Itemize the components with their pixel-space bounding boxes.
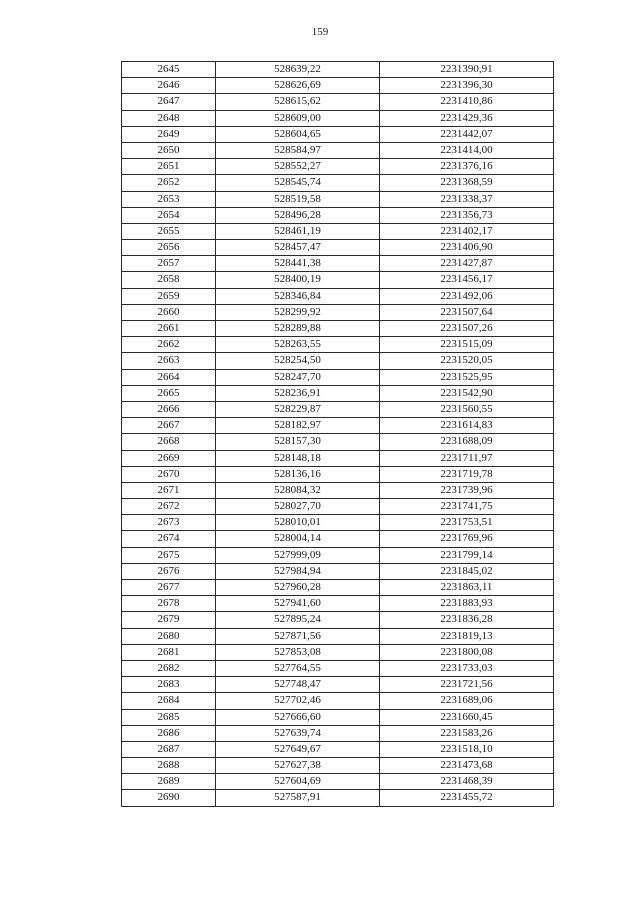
table-row — [122, 126, 554, 142]
point-number-cell: 2670 — [122, 466, 216, 482]
point-number-cell: 2684 — [122, 693, 216, 709]
table-row — [122, 709, 554, 725]
x-coordinate-cell: 528299,92 — [216, 304, 380, 320]
table-row — [122, 450, 554, 466]
point-number-cell: 2657 — [122, 256, 216, 272]
table-row — [122, 434, 554, 450]
x-coordinate-cell: 528457,47 — [216, 240, 380, 256]
x-coordinate-cell: 528136,16 — [216, 466, 380, 482]
point-number-cell: 2682 — [122, 660, 216, 676]
table-row — [122, 321, 554, 337]
point-number-cell: 2678 — [122, 596, 216, 612]
point-number-cell: 2665 — [122, 385, 216, 401]
x-coordinate-cell: 527666,60 — [216, 709, 380, 725]
x-coordinate-cell: 528552,27 — [216, 159, 380, 175]
point-number-cell: 2669 — [122, 450, 216, 466]
x-coordinate-cell: 528584,97 — [216, 142, 380, 158]
point-number-cell: 2656 — [122, 240, 216, 256]
point-number-cell: 2687 — [122, 741, 216, 757]
y-coordinate-cell: 2231769,96 — [380, 531, 554, 547]
point-number-cell: 2689 — [122, 774, 216, 790]
y-coordinate-cell: 2231338,37 — [380, 191, 554, 207]
y-coordinate-cell: 2231739,96 — [380, 482, 554, 498]
y-coordinate-cell: 2231688,09 — [380, 434, 554, 450]
point-number-cell: 2651 — [122, 159, 216, 175]
table-row — [122, 353, 554, 369]
y-coordinate-cell: 2231429,36 — [380, 110, 554, 126]
table-row — [122, 62, 554, 78]
point-number-cell: 2671 — [122, 482, 216, 498]
x-coordinate-cell: 528247,70 — [216, 369, 380, 385]
x-coordinate-cell: 528461,19 — [216, 223, 380, 239]
y-coordinate-cell: 2231753,51 — [380, 515, 554, 531]
y-coordinate-cell: 2231525,95 — [380, 369, 554, 385]
y-coordinate-cell: 2231456,17 — [380, 272, 554, 288]
table-row — [122, 256, 554, 272]
table-row — [122, 418, 554, 434]
point-number-cell: 2653 — [122, 191, 216, 207]
x-coordinate-cell: 528010,01 — [216, 515, 380, 531]
x-coordinate-cell: 528254,50 — [216, 353, 380, 369]
y-coordinate-cell: 2231507,64 — [380, 304, 554, 320]
y-coordinate-cell: 2231406,90 — [380, 240, 554, 256]
y-coordinate-cell: 2231473,68 — [380, 758, 554, 774]
y-coordinate-cell: 2231800,08 — [380, 644, 554, 660]
table-row — [122, 385, 554, 401]
x-coordinate-cell: 527764,55 — [216, 660, 380, 676]
table-row — [122, 628, 554, 644]
y-coordinate-cell: 2231863,11 — [380, 580, 554, 596]
y-coordinate-cell: 2231492,06 — [380, 288, 554, 304]
x-coordinate-cell: 528626,69 — [216, 78, 380, 94]
x-coordinate-cell: 527748,47 — [216, 677, 380, 693]
x-coordinate-cell: 527999,09 — [216, 547, 380, 563]
point-number-cell: 2658 — [122, 272, 216, 288]
point-number-cell: 2650 — [122, 142, 216, 158]
table-row — [122, 110, 554, 126]
table-row — [122, 677, 554, 693]
y-coordinate-cell: 2231583,26 — [380, 725, 554, 741]
x-coordinate-cell: 528157,30 — [216, 434, 380, 450]
y-coordinate-cell: 2231799,14 — [380, 547, 554, 563]
point-number-cell: 2661 — [122, 321, 216, 337]
coordinates-table — [121, 61, 554, 807]
x-coordinate-cell: 528615,62 — [216, 94, 380, 110]
coordinates-table-body — [122, 62, 554, 807]
table-row — [122, 191, 554, 207]
x-coordinate-cell: 528496,28 — [216, 207, 380, 223]
table-row — [122, 466, 554, 482]
x-coordinate-cell: 528604,65 — [216, 126, 380, 142]
table-row — [122, 515, 554, 531]
x-coordinate-cell: 527984,94 — [216, 563, 380, 579]
x-coordinate-cell: 528229,87 — [216, 401, 380, 417]
x-coordinate-cell: 527649,67 — [216, 741, 380, 757]
x-coordinate-cell: 528182,97 — [216, 418, 380, 434]
table-row — [122, 660, 554, 676]
table-row — [122, 612, 554, 628]
y-coordinate-cell: 2231520,05 — [380, 353, 554, 369]
table-row — [122, 725, 554, 741]
x-coordinate-cell: 528609,00 — [216, 110, 380, 126]
y-coordinate-cell: 2231442,07 — [380, 126, 554, 142]
point-number-cell: 2668 — [122, 434, 216, 450]
table-row — [122, 142, 554, 158]
table-row — [122, 288, 554, 304]
x-coordinate-cell: 528084,32 — [216, 482, 380, 498]
point-number-cell: 2648 — [122, 110, 216, 126]
table-row — [122, 304, 554, 320]
point-number-cell: 2685 — [122, 709, 216, 725]
y-coordinate-cell: 2231883,93 — [380, 596, 554, 612]
x-coordinate-cell: 527871,56 — [216, 628, 380, 644]
x-coordinate-cell: 527627,38 — [216, 758, 380, 774]
point-number-cell: 2663 — [122, 353, 216, 369]
table-row — [122, 547, 554, 563]
x-coordinate-cell: 528236,91 — [216, 385, 380, 401]
y-coordinate-cell: 2231368,59 — [380, 175, 554, 191]
y-coordinate-cell: 2231542,90 — [380, 385, 554, 401]
y-coordinate-cell: 2231741,75 — [380, 499, 554, 515]
table-row — [122, 159, 554, 175]
point-number-cell: 2688 — [122, 758, 216, 774]
table-row — [122, 223, 554, 239]
table-row — [122, 240, 554, 256]
x-coordinate-cell: 528263,55 — [216, 337, 380, 353]
x-coordinate-cell: 527702,46 — [216, 693, 380, 709]
y-coordinate-cell: 2231711,97 — [380, 450, 554, 466]
page-number: 159 — [311, 26, 329, 38]
point-number-cell: 2660 — [122, 304, 216, 320]
point-number-cell: 2649 — [122, 126, 216, 142]
point-number-cell: 2683 — [122, 677, 216, 693]
point-number-cell: 2647 — [122, 94, 216, 110]
x-coordinate-cell: 527960,28 — [216, 580, 380, 596]
y-coordinate-cell: 2231402,17 — [380, 223, 554, 239]
x-coordinate-cell: 528289,88 — [216, 321, 380, 337]
table-row — [122, 401, 554, 417]
x-coordinate-cell: 528004,14 — [216, 531, 380, 547]
table-row — [122, 337, 554, 353]
x-coordinate-cell: 527639,74 — [216, 725, 380, 741]
table-row — [122, 499, 554, 515]
point-number-cell: 2681 — [122, 644, 216, 660]
y-coordinate-cell: 2231689,06 — [380, 693, 554, 709]
y-coordinate-cell: 2231376,16 — [380, 159, 554, 175]
point-number-cell: 2652 — [122, 175, 216, 191]
table-row — [122, 563, 554, 579]
y-coordinate-cell: 2231468,39 — [380, 774, 554, 790]
point-number-cell: 2655 — [122, 223, 216, 239]
x-coordinate-cell: 528346,84 — [216, 288, 380, 304]
table-row — [122, 482, 554, 498]
x-coordinate-cell: 527587,91 — [216, 790, 380, 806]
y-coordinate-cell: 2231455,72 — [380, 790, 554, 806]
x-coordinate-cell: 527941,60 — [216, 596, 380, 612]
x-coordinate-cell: 528639,22 — [216, 62, 380, 78]
x-coordinate-cell: 527895,24 — [216, 612, 380, 628]
point-number-cell: 2667 — [122, 418, 216, 434]
y-coordinate-cell: 2231515,09 — [380, 337, 554, 353]
point-number-cell: 2654 — [122, 207, 216, 223]
table-row — [122, 790, 554, 806]
point-number-cell: 2645 — [122, 62, 216, 78]
point-number-cell: 2686 — [122, 725, 216, 741]
table-row — [122, 175, 554, 191]
point-number-cell: 2679 — [122, 612, 216, 628]
point-number-cell: 2674 — [122, 531, 216, 547]
table-row — [122, 94, 554, 110]
table-row — [122, 580, 554, 596]
y-coordinate-cell: 2231414,00 — [380, 142, 554, 158]
x-coordinate-cell: 528545,74 — [216, 175, 380, 191]
y-coordinate-cell: 2231845,02 — [380, 563, 554, 579]
table-row — [122, 207, 554, 223]
table-row — [122, 78, 554, 94]
y-coordinate-cell: 2231356,73 — [380, 207, 554, 223]
y-coordinate-cell: 2231721,56 — [380, 677, 554, 693]
point-number-cell: 2662 — [122, 337, 216, 353]
x-coordinate-cell: 528148,18 — [216, 450, 380, 466]
y-coordinate-cell: 2231410,86 — [380, 94, 554, 110]
table-row — [122, 272, 554, 288]
y-coordinate-cell: 2231819,13 — [380, 628, 554, 644]
x-coordinate-cell: 528027,70 — [216, 499, 380, 515]
table-row — [122, 774, 554, 790]
point-number-cell: 2666 — [122, 401, 216, 417]
x-coordinate-cell: 528519,58 — [216, 191, 380, 207]
point-number-cell: 2677 — [122, 580, 216, 596]
point-number-cell: 2673 — [122, 515, 216, 531]
x-coordinate-cell: 528441,38 — [216, 256, 380, 272]
y-coordinate-cell: 2231719,78 — [380, 466, 554, 482]
x-coordinate-cell: 528400,19 — [216, 272, 380, 288]
table-row — [122, 596, 554, 612]
table-row — [122, 693, 554, 709]
y-coordinate-cell: 2231507,26 — [380, 321, 554, 337]
x-coordinate-cell: 527853,08 — [216, 644, 380, 660]
table-row — [122, 644, 554, 660]
y-coordinate-cell: 2231390,91 — [380, 62, 554, 78]
table-row — [122, 369, 554, 385]
point-number-cell: 2646 — [122, 78, 216, 94]
y-coordinate-cell: 2231660,45 — [380, 709, 554, 725]
x-coordinate-cell: 527604,69 — [216, 774, 380, 790]
point-number-cell: 2690 — [122, 790, 216, 806]
point-number-cell: 2675 — [122, 547, 216, 563]
y-coordinate-cell: 2231614,83 — [380, 418, 554, 434]
point-number-cell: 2664 — [122, 369, 216, 385]
table-row — [122, 531, 554, 547]
y-coordinate-cell: 2231560,55 — [380, 401, 554, 417]
y-coordinate-cell: 2231396,30 — [380, 78, 554, 94]
point-number-cell: 2676 — [122, 563, 216, 579]
point-number-cell: 2680 — [122, 628, 216, 644]
y-coordinate-cell: 2231518,10 — [380, 741, 554, 757]
y-coordinate-cell: 2231733,03 — [380, 660, 554, 676]
point-number-cell: 2672 — [122, 499, 216, 515]
y-coordinate-cell: 2231427,87 — [380, 256, 554, 272]
point-number-cell: 2659 — [122, 288, 216, 304]
y-coordinate-cell: 2231836,28 — [380, 612, 554, 628]
table-row — [122, 758, 554, 774]
table-row — [122, 741, 554, 757]
